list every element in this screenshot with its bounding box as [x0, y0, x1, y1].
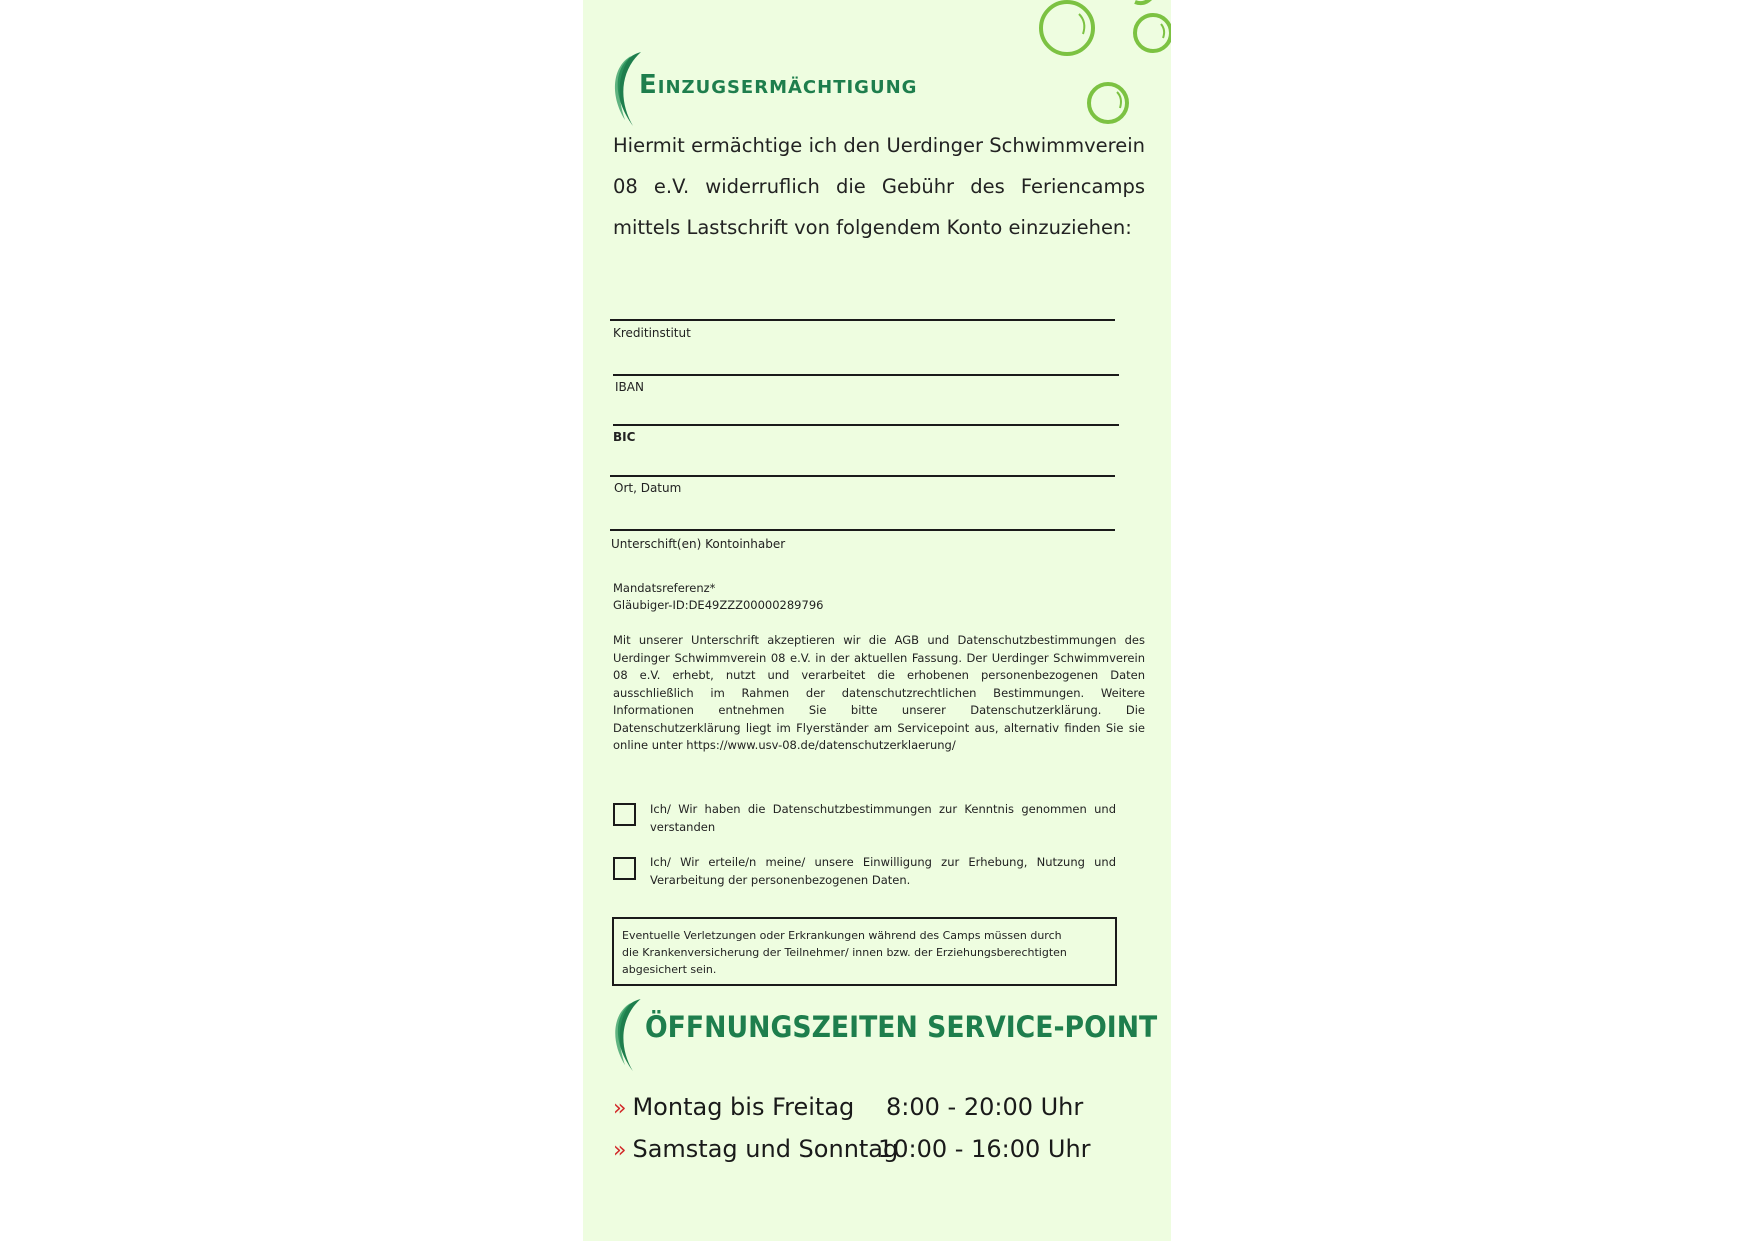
privacy-ack-text: Ich/ Wir haben die Datenschutzbestimmungen zur Kenntnis genommen und verstanden: [650, 802, 1116, 834]
signature-label: Unterschift(en) Kontoinhaber: [611, 537, 786, 551]
bubble-icon: [1135, 0, 1153, 3]
opening-time: 8:00 - 20:00 Uhr: [886, 1093, 1084, 1121]
bubble-icon: [1135, 15, 1171, 51]
notice-line: Eventuelle Verletzungen oder Erkrankungen während des Camps müssen durch: [622, 929, 1062, 942]
insurance-notice-box: [612, 917, 1117, 986]
data-consent-text: Ich/ Wir erteile/n meine/ unsere Einwilligung zur Erhebung, Nutzung und Verarbeitung der personenbezogenen Daten.: [650, 855, 1116, 887]
data-consent-checkbox[interactable]: [613, 857, 636, 880]
notice-line: abgesichert sein.: [622, 963, 717, 976]
bic-input-line[interactable]: [613, 424, 1119, 426]
bic-label: BIC: [613, 430, 636, 444]
signature-input-line[interactable]: [610, 529, 1115, 531]
opening-hours-row: [613, 1093, 1084, 1121]
opening-days: Montag bis Freitag: [632, 1093, 855, 1121]
opening-days: Samstag und Sonntag: [632, 1135, 899, 1163]
club-logo-icon: [609, 50, 643, 128]
iban-input-line[interactable]: [613, 374, 1119, 376]
opening-hours-title: ÖFFNUNGSZEITEN SERVICE-POINT: [645, 1010, 1158, 1044]
opening-time: 10:00 - 16:00 Uhr: [878, 1135, 1091, 1163]
form-page: [583, 0, 1171, 1241]
club-logo-icon: [609, 997, 643, 1073]
place-date-input-line[interactable]: [610, 475, 1115, 477]
bullet-icon: »: [613, 1138, 627, 1163]
mandate-reference-label: Mandatsreferenz*: [613, 581, 716, 595]
opening-hours-row: [613, 1135, 1091, 1163]
privacy-ack-checkbox[interactable]: [613, 803, 636, 826]
legal-text: Mit unserer Unterschrift akzeptieren wir die AGB und Datenschutzbestimmungen des Uerdinger Schwimmverein 08 e.V. in der aktuellen Fassung. Der Uerdinger Schwimmverein 08 e.V. erhebt, nutzt und verarbeitet die erhobenen personenbezogenen Daten ausschließlich im Rahmen der datenschutzrechtlichen Bestimmungen. Weitere Informationen entnehmen Sie bitte unserer Datenschutzerklärung. Die Datenschutzerklärung liegt im Flyerständer am Servicepoint aus, alternativ finden Sie sie online unter https://www.usv-08.de/datenschutzerklaerung/: [613, 633, 1145, 752]
place-date-label: Ort, Datum: [614, 481, 682, 495]
bullet-icon: »: [613, 1096, 627, 1121]
iban-label: IBAN: [615, 380, 644, 394]
bank-label: Kreditinstitut: [613, 326, 691, 340]
notice-line: die Krankenversicherung der Teilnehmer/ innen bzw. der Erziehungsberechtigten: [622, 946, 1067, 959]
mandate-title: Einzugsermächtigung: [639, 70, 918, 100]
creditor-id: Gläubiger-ID:DE49ZZZ00000289796: [613, 598, 824, 612]
mandate-intro: Hiermit ermächtige ich den Uerdinger Schwimmverein 08 e.V. widerruflich die Gebühr des Feriencamps mittels Lastschrift von folgendem Konto einzuziehen:: [613, 134, 1145, 239]
bank-input-line[interactable]: [610, 319, 1115, 321]
bubbles-decoration: [583, 0, 1171, 130]
